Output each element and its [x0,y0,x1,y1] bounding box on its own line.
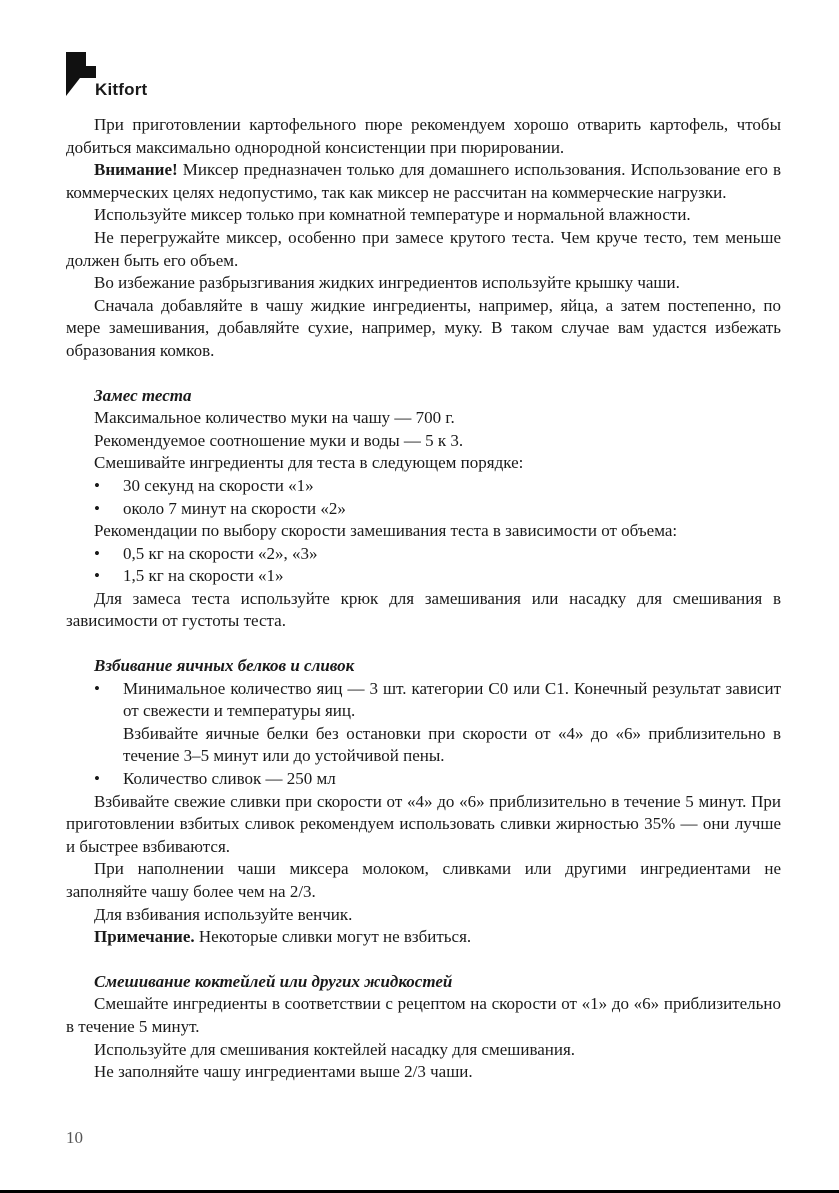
list-item: • 1,5 кг на скорости «1» [66,565,781,588]
whipping-list [66,678,781,791]
section-heading-whipping: Взбивание яичных белков и сливок [94,656,355,676]
cocktails-paragraph-3: Не заполняйте чашу ингредиентами выше 2/3 чаши. [94,1062,473,1082]
list-item: • Количество сливок — 250 мл [66,768,781,791]
whipping-paragraph-3: Для взбивания используйте венчик. [94,904,353,924]
warning-paragraph [66,159,781,204]
intro-paragraph-1: При приготовлении картофельного пюре рекомендуем хорошо отварить картофель, чтобы добиться максимально однородной консистенции при пюрировании. [66,115,781,157]
dough-paragraph-5: Для замеса теста используйте крюк для замешивания или насадку для смешивания в зависимости от густоты теста. [66,588,781,631]
list-item [66,678,781,768]
cocktails-paragraph-2: Используйте для смешивания коктейлей насадку для смешивания. [94,1039,576,1059]
note-label: Примечание. [94,927,195,947]
page-number: 10 [66,1128,83,1147]
whipping-paragraph-1: Взбивайте свежие сливки при скорости от «4» до «6» приблизительно в течение 5 минут. При приготовлении взбитых сливок рекомендуем использовать сливки жирностью 35% — они лучше и быстрее взбиваются. [66,791,781,856]
dough-order-list [66,475,781,520]
dough-speed-list [66,543,781,588]
dough-paragraph-4: Рекомендации по выбору скорости замешивания теста в зависимости от объема: [94,521,678,541]
list-item: • 30 секунд на скорости «1» [66,475,781,498]
note-paragraph [66,926,781,949]
list-item: • 0,5 кг на скорости «2», «3» [66,543,781,566]
dough-paragraph-3: Смешивайте ингредиенты для теста в следующем порядке: [94,453,524,473]
section-heading-cocktails: Смешивание коктейлей или других жидкостей [94,971,453,991]
intro-paragraph-3: Используйте миксер только при комнатной температуре и нормальной влажности. [94,205,691,225]
whipping-paragraph-2: При наполнении чаши миксера молоком, сливками или другими ингредиентами не заполняйте чашу более чем на 2/3. [66,859,781,901]
intro-paragraph-4: Не перегружайте миксер, особенно при замесе крутого теста. Чем круче тесто, тем меньше должен быть его объем. [66,227,781,270]
section-heading-dough: Замес теста [94,385,192,405]
list-item: • около 7 минут на скорости «2» [66,498,781,521]
dough-paragraph-1: Максимальное количество муки на чашу — 700 г. [94,408,455,428]
intro-paragraph-6: Сначала добавляйте в чашу жидкие ингредиенты, например, яйца, а затем постепенно, по мере замешивания, добавляйте сухие, например, муку. В таком случае вам удастся избежать образования комков. [66,295,781,360]
logo-text: Kitfort [95,80,148,99]
dough-paragraph-2: Рекомендуемое соотношение муки и воды — 5 к 3. [94,430,464,450]
cocktails-paragraph-1: Смешайте ингредиенты в соответствии с рецептом на скорости от «1» до «6» приблизительно в течение 5 минут. [66,994,781,1036]
kitfort-logo-mark-icon [66,52,96,100]
eggs-subparagraph: Взбивайте яичные белки без остановки при скорости от «4» до «6» приблизительно в течение 3–5 минут или до устойчивой пены. [123,723,781,766]
kitfort-logo [66,52,206,100]
warning-text: Миксер предназначен только для домашнего использования. Использование его в коммерческих целях недопустимо, так как миксер не рассчитан на коммерческие нагрузки. [66,160,781,202]
page-content [66,114,781,1084]
note-text: Некоторые сливки могут не взбиться. [194,927,472,947]
warning-label: Внимание! [94,160,178,180]
intro-paragraph-5: Во избежание разбрызгивания жидких ингредиентов используйте крышку чаши. [94,273,680,293]
eggs-text: Минимальное количество яиц — 3 шт. категории С0 или С1. Конечный результат зависит от свежести и температуры яиц. [123,678,781,721]
